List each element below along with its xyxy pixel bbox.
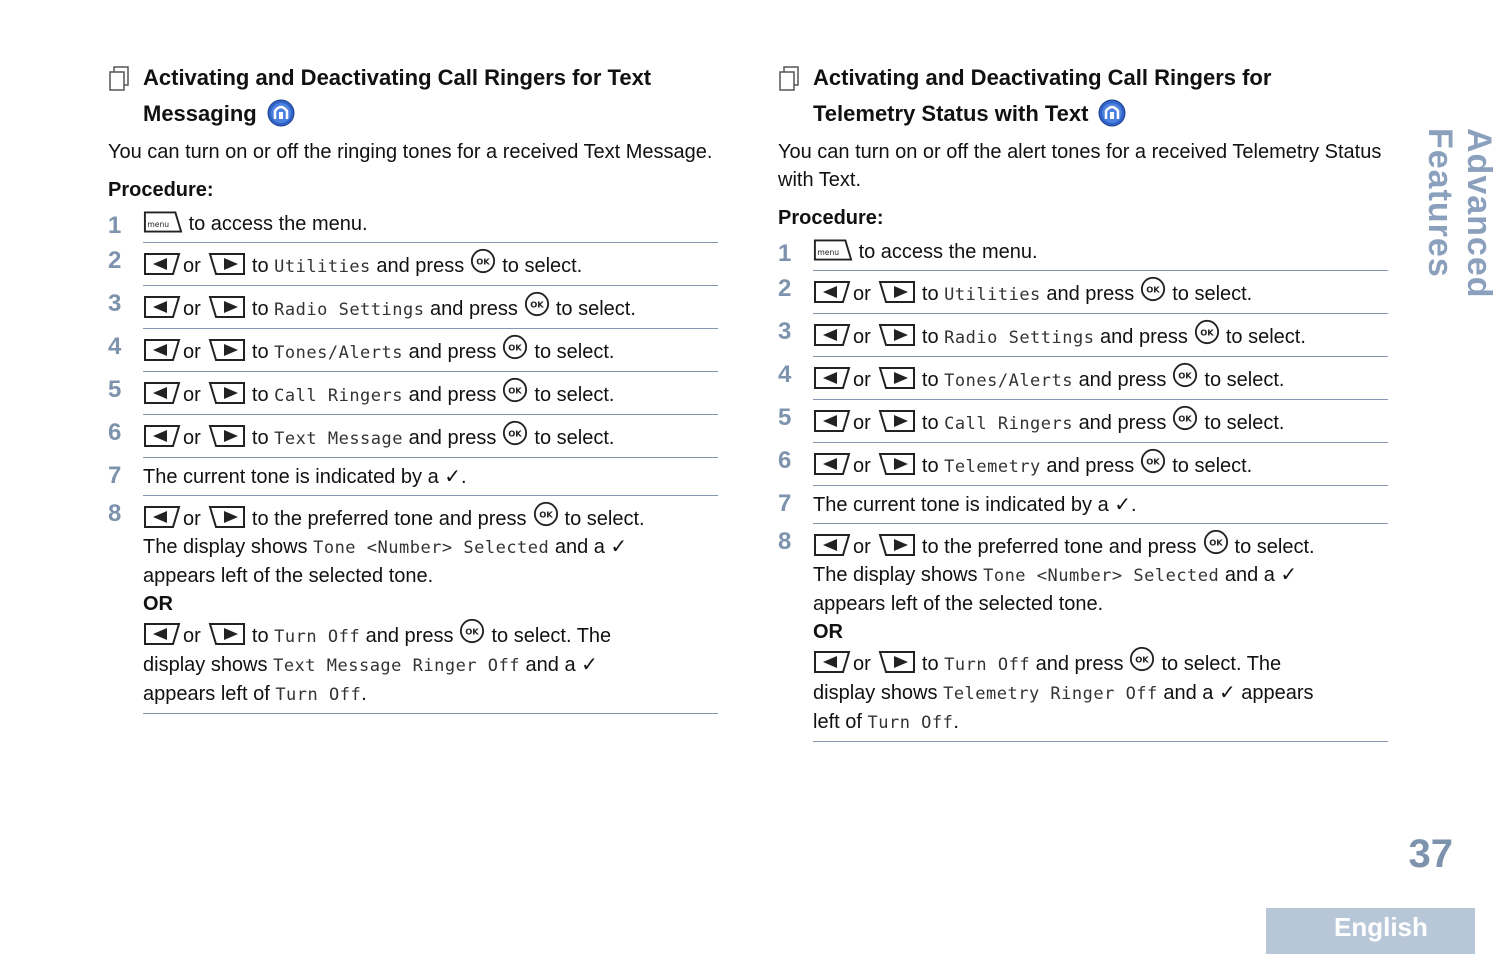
steps-list xyxy=(108,208,718,714)
step-number: 4 xyxy=(778,361,792,388)
ok-key-icon xyxy=(502,334,528,360)
left-arrow-key-icon xyxy=(143,295,183,319)
ok-key-icon xyxy=(1140,448,1166,474)
right-arrow-key-icon xyxy=(876,280,916,304)
intro-text: You can turn on or off the alert tones for a received Telemetry Status with Text. xyxy=(778,141,1382,191)
menu-item-name: Call Ringers xyxy=(944,414,1073,434)
right-arrow-key-icon xyxy=(206,252,246,276)
right-arrow-key-icon xyxy=(876,650,916,674)
ok-key-icon xyxy=(1194,319,1220,345)
left-column xyxy=(108,60,718,714)
display-text: Tone <Number> Selected xyxy=(983,566,1220,586)
document-icon xyxy=(108,66,130,92)
menu-item-name: Call Ringers xyxy=(274,386,403,406)
step-number: 4 xyxy=(108,333,122,360)
section-heading xyxy=(108,60,718,132)
right-arrow-key-icon xyxy=(206,338,246,362)
ok-key-icon xyxy=(502,420,528,446)
left-arrow-key-icon xyxy=(143,338,183,362)
left-arrow-key-icon xyxy=(813,280,853,304)
right-arrow-key-icon xyxy=(206,622,246,646)
ok-key-icon xyxy=(459,618,485,644)
ok-key-icon xyxy=(470,248,496,274)
step: 6 or to Text Message and press to select. xyxy=(108,415,718,458)
left-arrow-key-icon xyxy=(813,323,853,347)
menu-key-icon xyxy=(813,238,853,262)
right-arrow-key-icon xyxy=(876,323,916,347)
step: 1 to access the menu. xyxy=(108,208,718,243)
step-number: 8 xyxy=(778,528,792,555)
right-arrow-key-icon xyxy=(876,409,916,433)
heading-line-1: Activating and Deactivating Call Ringers for xyxy=(813,65,1272,90)
step-number: 1 xyxy=(108,212,122,239)
step: 4 or to Tones/Alerts and press to select. xyxy=(778,357,1388,400)
display-text: Tone <Number> Selected xyxy=(313,538,550,558)
ok-key-icon xyxy=(1129,646,1155,672)
ok-key-icon xyxy=(533,501,559,527)
left-arrow-key-icon xyxy=(813,650,853,674)
language-bar xyxy=(1266,908,1475,954)
or-label: OR xyxy=(813,621,843,643)
step-number: 7 xyxy=(108,462,122,489)
menu-item-name: Tones/Alerts xyxy=(274,343,403,363)
right-arrow-key-icon xyxy=(206,505,246,529)
step-number: 2 xyxy=(108,247,122,274)
step: 6 or to Telemetry and press to select. xyxy=(778,443,1388,486)
heading-line-2: Messaging xyxy=(143,96,718,132)
menu-item-name: Utilities xyxy=(274,257,371,277)
step: 2 or to Utilities and press to select. xyxy=(778,271,1388,314)
left-arrow-key-icon xyxy=(143,505,183,529)
step-number: 8 xyxy=(108,500,122,527)
right-arrow-key-icon xyxy=(206,381,246,405)
left-arrow-key-icon xyxy=(143,381,183,405)
language-label: English xyxy=(1334,912,1428,942)
step-number: 5 xyxy=(778,404,792,431)
step xyxy=(108,458,718,496)
ok-key-icon xyxy=(1140,276,1166,302)
step-number: 1 xyxy=(778,240,792,267)
step-text: The current tone is indicated by a ✓. xyxy=(813,486,1388,524)
step: 3 or to Radio Settings and press to select. xyxy=(108,286,718,329)
left-arrow-key-icon xyxy=(813,452,853,476)
intro-text: You can turn on or off the ringing tones for a received Text Message. xyxy=(108,141,713,163)
step-text: The current tone is indicated by a ✓. xyxy=(143,458,718,496)
right-column xyxy=(778,60,1388,742)
step-number: 2 xyxy=(778,275,792,302)
feature-icon xyxy=(267,99,295,127)
step: 2 or to Utilities and press to select. xyxy=(108,243,718,286)
left-arrow-key-icon xyxy=(143,622,183,646)
ok-key-icon xyxy=(1172,405,1198,431)
ok-key-icon xyxy=(1172,362,1198,388)
right-arrow-key-icon xyxy=(876,366,916,390)
step: 5 or to Call Ringers and press to select. xyxy=(778,400,1388,443)
step-number: 7 xyxy=(778,490,792,517)
step xyxy=(778,486,1388,524)
menu-item-name: Tones/Alerts xyxy=(944,371,1073,391)
left-arrow-key-icon xyxy=(813,533,853,557)
ok-key-icon xyxy=(1203,529,1229,555)
right-arrow-key-icon xyxy=(206,295,246,319)
heading-line-1: Activating and Deactivating Call Ringers for Text xyxy=(143,65,652,90)
menu-item-name: Text Message xyxy=(274,429,403,449)
section-heading xyxy=(778,60,1388,132)
step-number: 3 xyxy=(778,318,792,345)
left-arrow-key-icon xyxy=(813,366,853,390)
step: 3 or to Radio Settings and press to select. xyxy=(778,314,1388,357)
document-icon xyxy=(778,66,800,92)
or-label: OR xyxy=(143,593,173,615)
step-number: 6 xyxy=(778,447,792,474)
right-arrow-key-icon xyxy=(876,533,916,557)
menu-item-name: Telemetry xyxy=(944,457,1041,477)
right-arrow-key-icon xyxy=(876,452,916,476)
menu-item-name: Utilities xyxy=(944,285,1041,305)
chapter-side-tab xyxy=(1420,128,1498,448)
feature-icon xyxy=(1098,99,1126,127)
menu-key-icon xyxy=(143,210,183,234)
step: 1 to access the menu. xyxy=(778,236,1388,271)
step-number: 3 xyxy=(108,290,122,317)
menu-item-name: Radio Settings xyxy=(274,300,425,320)
step: 8 or to the preferred tone and press to select. The display shows Tone <Number> Selected and a ✓ appears left of the selected tone. OR or to Turn Off and press to select. The display shows Text Message Ringer Off and a ✓ appears left of Turn Off. xyxy=(108,496,718,714)
ok-key-icon xyxy=(502,377,528,403)
step-number: 5 xyxy=(108,376,122,403)
step: 4 or to Tones/Alerts and press to select. xyxy=(108,329,718,372)
procedure-label: Procedure: xyxy=(108,179,214,201)
ok-key-icon xyxy=(524,291,550,317)
left-arrow-key-icon xyxy=(143,252,183,276)
heading-line-2: Telemetry Status with Text xyxy=(813,96,1388,132)
menu-item-name: Radio Settings xyxy=(944,328,1095,348)
steps-list xyxy=(778,236,1388,742)
left-arrow-key-icon xyxy=(813,409,853,433)
procedure-label: Procedure: xyxy=(778,207,884,229)
right-arrow-key-icon xyxy=(206,424,246,448)
page-number: 37 xyxy=(1408,832,1453,876)
left-arrow-key-icon xyxy=(143,424,183,448)
step-number: 6 xyxy=(108,419,122,446)
chapter-title: Advanced Features xyxy=(1421,128,1498,299)
step: 5 or to Call Ringers and press to select. xyxy=(108,372,718,415)
step: 8 or to the preferred tone and press to select. The display shows Tone <Number> Selected and a ✓ appears left of the selected tone. OR or to Turn Off and press to select. The display shows Telemetry Ringer Off and a ✓ appears left of Turn Off. xyxy=(778,524,1388,742)
